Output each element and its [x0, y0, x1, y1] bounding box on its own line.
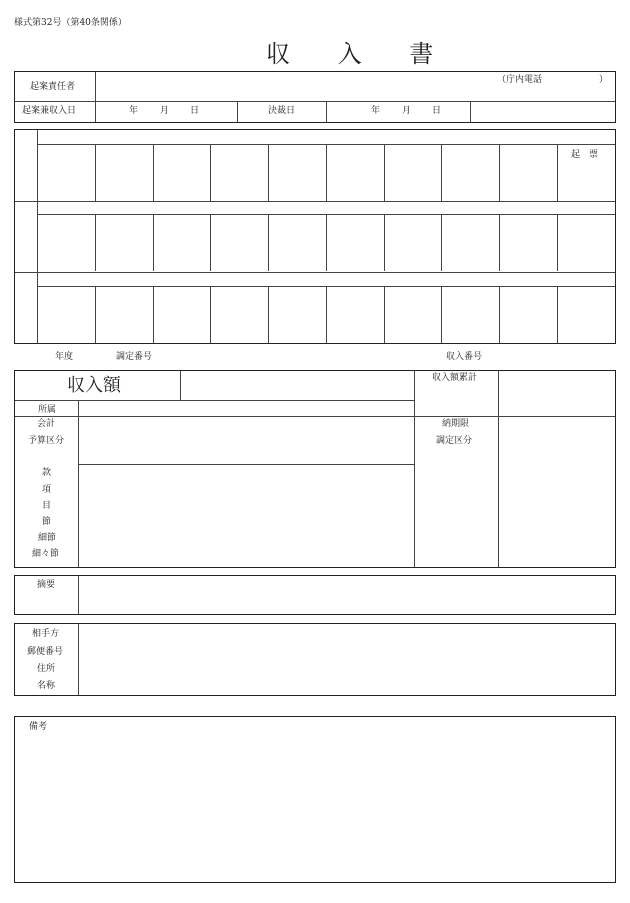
summary-field[interactable] — [79, 576, 615, 614]
accounting-label: 会計 — [37, 419, 56, 429]
approval-stamp-cell[interactable] — [39, 215, 95, 271]
name-label: 名称 — [37, 681, 56, 691]
approval-stamp-cell[interactable] — [442, 145, 499, 201]
approval-stamp-cell[interactable] — [442, 287, 499, 343]
approval-stamp-cell[interactable] — [269, 215, 326, 271]
address-label: 住所 — [37, 664, 56, 674]
remarks-label: 備考 — [29, 722, 48, 732]
budget-item-saisetsu: 細節 — [38, 533, 57, 543]
date2-month: 月 — [402, 106, 412, 116]
fiscal-year-label: 年度 — [55, 352, 74, 362]
amount-mid-divider — [414, 371, 415, 567]
drafter-label: 起案責任者 — [30, 82, 76, 92]
deadline-field[interactable] — [499, 417, 615, 567]
amount-label: 収入額 — [67, 375, 121, 396]
kihyo-label: 起 票 — [571, 150, 599, 160]
budget-item-moku: 目 — [42, 501, 52, 511]
cumulative-label: 収入額累計 — [432, 373, 478, 383]
approval-stamp-cell[interactable] — [154, 215, 210, 271]
approval-stamp-cell[interactable] — [500, 287, 557, 343]
amount-field[interactable] — [181, 371, 414, 400]
draft-receipt-date-label: 起案兼収入日 — [22, 106, 77, 116]
approval-stamp-cell[interactable] — [154, 287, 210, 343]
budget-label: 予算区分 — [28, 436, 65, 446]
partner-field[interactable] — [79, 624, 615, 695]
approval-stamp-cell[interactable] — [39, 287, 95, 343]
date2-day: 日 — [432, 106, 442, 116]
approval-stamp-cell[interactable] — [327, 145, 384, 201]
date1-month: 月 — [160, 106, 170, 116]
date2-year: 年 — [371, 106, 381, 116]
date1-day: 日 — [190, 106, 200, 116]
partner-label: 相手方 — [32, 629, 60, 639]
approval-stamp-cell[interactable] — [327, 215, 384, 271]
approval-stamp-cell[interactable] — [96, 215, 153, 271]
approval-stamp-cell[interactable] — [96, 287, 153, 343]
approval-stamp-cell[interactable] — [39, 145, 95, 201]
top-table-divider-2 — [237, 102, 238, 122]
receipt-number-label: 収入番号 — [446, 352, 483, 362]
budget-item-setsu: 節 — [42, 517, 52, 527]
approval-block-divider-2 — [15, 272, 615, 273]
date1-year: 年 — [129, 106, 139, 116]
approval-stamp-cell[interactable] — [558, 145, 615, 201]
approval-stamp-cell[interactable] — [442, 215, 499, 271]
approval-stamp-cell[interactable] — [154, 145, 210, 201]
summary-label: 摘要 — [37, 580, 56, 590]
budget-item-kou: 項 — [42, 485, 52, 495]
form-number: 様式第32号（第40条関係） — [14, 18, 127, 28]
affiliation-field[interactable] — [79, 401, 414, 416]
adjust-number-label: 調定番号 — [116, 352, 153, 362]
approval-stamp-cell[interactable] — [385, 215, 441, 271]
approval-stamp-cell[interactable] — [500, 145, 557, 201]
approval-stamp-cell[interactable] — [211, 145, 268, 201]
postal-code-label: 郵便番号 — [27, 647, 64, 657]
budget-item-kan: 款 — [42, 468, 52, 478]
approval-stamp-cell[interactable] — [269, 145, 326, 201]
approval-stamp-cell[interactable] — [96, 145, 153, 201]
remarks-field[interactable] — [15, 735, 615, 882]
accounting-field[interactable] — [79, 417, 414, 464]
approval-stamp-cell[interactable] — [211, 215, 268, 271]
budget-items-field[interactable] — [79, 465, 414, 567]
top-table-divider-4 — [470, 102, 471, 122]
approval-grid-side-divider — [37, 130, 38, 343]
approval-stamp-cell[interactable] — [385, 145, 441, 201]
phone-close: ） — [599, 75, 609, 85]
page-title: 収 入 書 — [266, 40, 454, 68]
approval-stamp-cell[interactable] — [558, 215, 615, 271]
approval-stamp-cell[interactable] — [558, 287, 615, 343]
phone-label: （庁内電話 — [497, 75, 543, 85]
decision-date-field[interactable] — [327, 102, 470, 122]
approval-stamp-cell[interactable] — [269, 287, 326, 343]
adjust-category-label: 調定区分 — [436, 436, 473, 446]
budget-item-saisaisetsu: 細々節 — [32, 549, 60, 559]
cumulative-field[interactable] — [499, 371, 615, 416]
approval-stamp-cell[interactable] — [500, 215, 557, 271]
approval-stamp-cell[interactable] — [327, 287, 384, 343]
approval-block-divider-1 — [15, 201, 615, 202]
approval-stamp-cell[interactable] — [211, 287, 268, 343]
deadline-label: 納期限 — [442, 419, 470, 429]
affiliation-label: 所属 — [38, 405, 57, 415]
approval-stamp-cell[interactable] — [385, 287, 441, 343]
decision-date-label: 決裁日 — [268, 106, 296, 116]
